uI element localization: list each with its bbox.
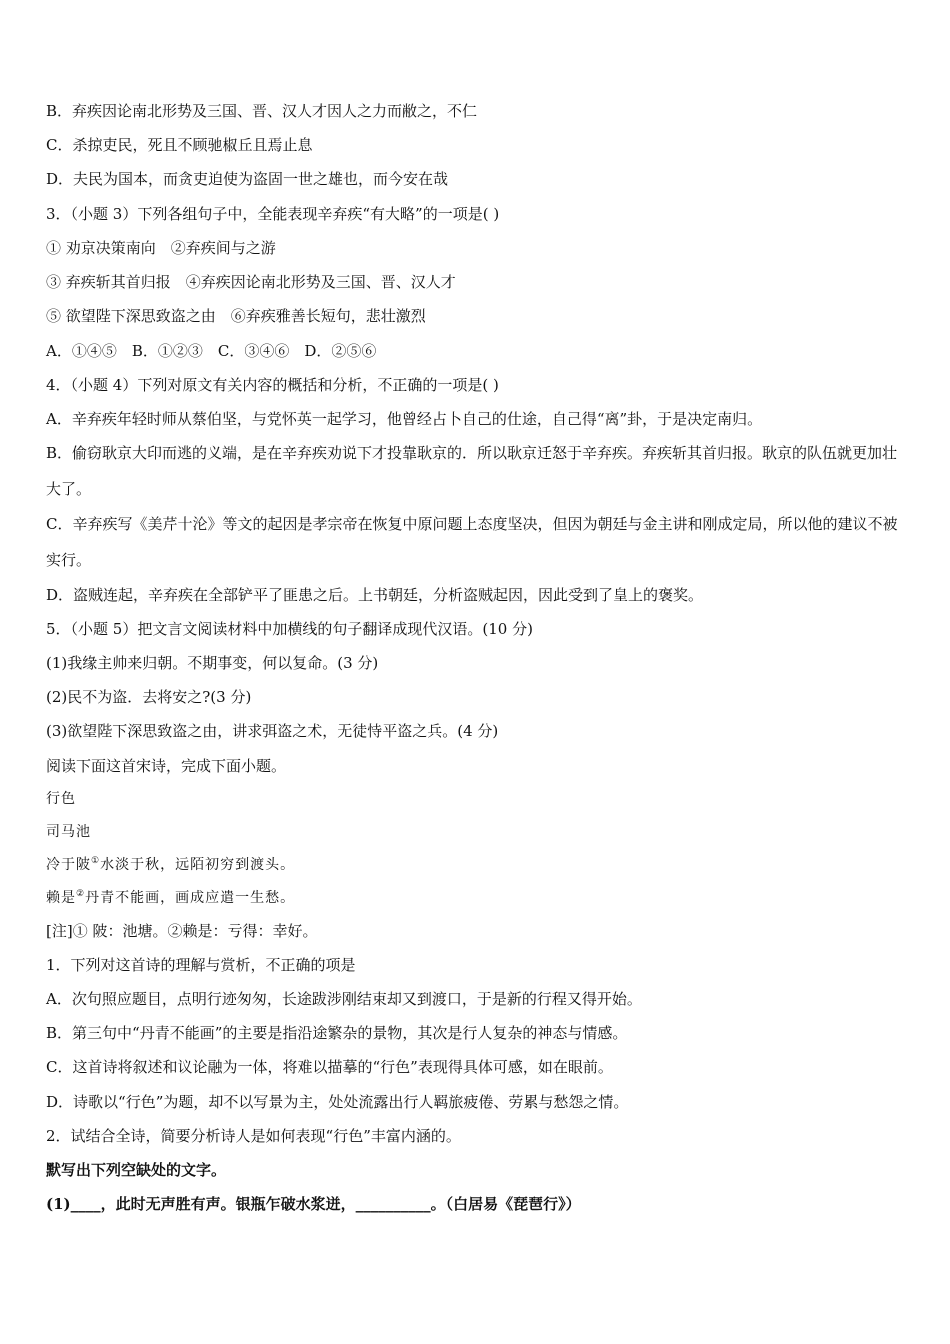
q4-option-d: D．盗贼连起，辛弃疾在全部铲平了匪患之后。上书朝廷，分析盗贼起因，因此受到了皇上的褒奖。 — [46, 586, 704, 604]
q3-items-1-2: ① 劝京决策南向 ②弃疾间与之游 — [46, 239, 276, 257]
poem-line-2 — [46, 888, 910, 908]
q4-option-a: A．辛弃疾年轻时师从蔡伯坚，与党怀英一起学习，他曾经占卜自己的仕途，自己得“离”卦，于是决定南归。 — [46, 410, 763, 428]
q5-item-2: (2)民不为盗．去将安之?(3 分) — [46, 688, 252, 706]
poem-author: 司马池 — [46, 824, 91, 840]
dictation-heading: 默写出下列空缺处的文字。 — [46, 1161, 227, 1179]
poem-line-2-part-b: 丹青不能画，画成应遣一生愁。 — [85, 890, 296, 906]
q5-item-3: (3)欲望陛下深思致盗之由，讲求弭盗之术，无徒恃平盗之兵。(4 分) — [46, 722, 499, 740]
poem-instruction: 阅读下面这首宋诗，完成下面小题。 — [46, 757, 287, 775]
q4-option-b: B．偷窃耿京大印而逃的义端，是在辛弃疾劝说下才投靠耿京的．所以耿京迁怒于辛弃疾。弃疾斩其首归报。耿京的队伍就更加壮大了。 — [46, 444, 898, 498]
q5-item-1: (1)我缘主帅来归朝。不期事变，何以复命。(3 分) — [46, 654, 379, 672]
pq1-option-c: C．这首诗将叙述和议论融为一体，将难以描摹的“行色”表现得具体可感，如在眼前。 — [46, 1058, 613, 1076]
q3-choices: A．①④⑤ B．①②③ C．③④⑥ D．②⑤⑥ — [46, 342, 377, 360]
question-4: 4．（小题 4）下列对原文有关内容的概括和分析，不正确的一项是( ) — [46, 376, 499, 394]
question-5: 5．（小题 5）把文言文阅读材料中加横线的句子翻译成现代汉语。(10 分) — [46, 620, 533, 638]
poem-notes: [注]① 陂：池塘。②赖是：亏得：幸好。 — [46, 922, 318, 940]
q4-option-c: C．辛弃疾写《美芹十沦》等文的起因是孝宗帝在恢复中原问题上态度坚决，但因为朝廷与金主讲和刚成定局，所以他的建议不被实行。 — [46, 515, 898, 569]
footnote-marker-1: ① — [91, 856, 101, 866]
pq1-option-a: A．次句照应题目，点明行迹匆匆，长途跋涉刚结束却又到渡口，于是新的行程又得开始。 — [46, 990, 642, 1008]
option-d-line: D．夫民为国本，而贪吏迫使为盗固一世之雄也，而今安在哉 — [46, 170, 449, 188]
q3-items-3-4: ③ 弃疾斩其首归报 ④弃疾因论南北形势及三国、晋、汉人才 — [46, 273, 456, 291]
poem-question-1: 1．下列对这首诗的理解与赏析，不正确的项是 — [46, 956, 356, 974]
question-3: 3．（小题 3）下列各组句子中，全能表现辛弃疾“有大略”的一项是( ) — [46, 205, 500, 223]
dictation-item-1: (1)____，此时无声胜有声。银瓶乍破水浆迸，__________。（白居易《琵琶行》） — [46, 1195, 581, 1213]
option-b-line: B．弃疾因论南北形势及三国、晋、汉人才因人之力而敝之，不仁 — [46, 102, 478, 120]
poem-line-2-part-a: 赖是 — [46, 890, 76, 906]
option-c-line: C．杀掠吏民，死且不顾驰椒丘且焉止息 — [46, 136, 313, 154]
pq1-option-d: D．诗歌以“行色”为题，却不以写景为主，处处流露出行人羁旅疲倦、劳累与愁怨之情。 — [46, 1093, 629, 1111]
footnote-marker-2: ② — [76, 889, 86, 899]
pq1-option-b: B．第三句中“丹青不能画”的主要是指沿途繁杂的景物，其次是行人复杂的神态与情感。 — [46, 1024, 628, 1042]
poem-line-1-part-b: 水淡于秋，远陌初穷到渡头。 — [100, 857, 296, 873]
poem-question-2: 2．试结合全诗，简要分析诗人是如何表现“行色”丰富内涵的。 — [46, 1127, 461, 1145]
poem-line-1 — [46, 855, 910, 875]
poem-title: 行色 — [46, 791, 76, 807]
poem-line-1-part-a: 冷于陂 — [46, 857, 91, 873]
q3-items-5-6: ⑤ 欲望陛下深思致盗之由 ⑥弃疾雅善长短句，悲壮激烈 — [46, 307, 426, 325]
